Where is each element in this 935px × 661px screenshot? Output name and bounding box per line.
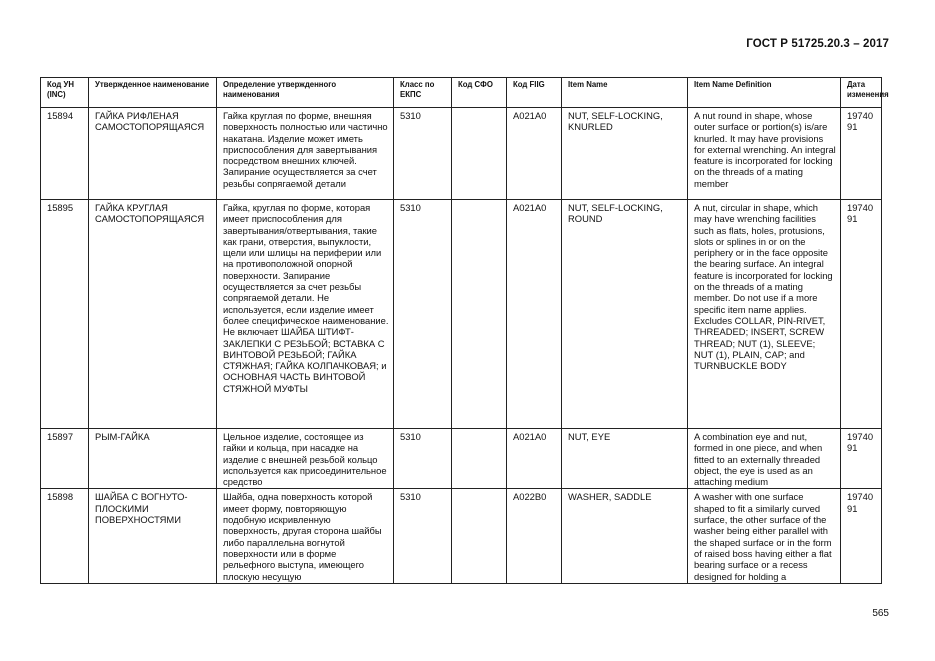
cell-fiig: A021A0 xyxy=(507,108,562,200)
cell-date: 1974091 xyxy=(841,429,882,489)
cell-sfo xyxy=(452,200,507,429)
column-header-inc: Код УН (INC) xyxy=(41,78,89,108)
cell-fiig: A021A0 xyxy=(507,429,562,489)
document-header: ГОСТ Р 51725.20.3 – 2017 xyxy=(746,38,889,50)
column-header-item-definition: Item Name Definition xyxy=(688,78,841,108)
column-header-item-name: Item Name xyxy=(562,78,688,108)
table-row xyxy=(41,429,882,489)
column-header-definition-ru: Определение утвержденного наименования xyxy=(217,78,394,108)
table-row xyxy=(41,108,882,200)
cell-class: 5310 xyxy=(394,200,452,429)
cell-name-ru: РЫМ-ГАЙКА xyxy=(89,429,217,489)
cell-inc: 15894 xyxy=(41,108,89,200)
column-header-sfo: Код СФО xyxy=(452,78,507,108)
cell-sfo xyxy=(452,108,507,200)
cell-item-name: NUT, SELF-LOCKING, KNURLED xyxy=(562,108,688,200)
cell-item-definition: A nut, circular in shape, which may have wrenching facilities such as flats, holes, protusions, slots or splines in or on the periphery or in the face opposite the bearing surface. An integral feature is incorporated for locking on the threads of a mating member. Do not use if a more specific item name applies. Excludes COLLAR, PIN-RIVET, THREADED; INSERT, SCREW THREAD; NUT (1), SLEEVE; NUT (1), PLAIN, CAP; and TURNBUCKLE BODY xyxy=(688,200,841,429)
cell-name-ru: ГАЙКА КРУГЛАЯ САМОСТОПОРЯЩАЯСЯ xyxy=(89,200,217,429)
item-names-table xyxy=(40,77,889,584)
column-header-date: Дата изменения xyxy=(841,78,882,108)
cell-sfo xyxy=(452,429,507,489)
cell-class: 5310 xyxy=(394,108,452,200)
cell-inc: 15898 xyxy=(41,489,89,583)
column-header-name-ru: Утвержденное наименование xyxy=(89,78,217,108)
cell-fiig: A022B0 xyxy=(507,489,562,583)
cell-definition-ru: Цельное изделие, состоящее из гайки и кольца, при насадке на изделие с внешней резьбой кольцо используется как присоединительное средство xyxy=(217,429,394,489)
cell-item-name: WASHER, SADDLE xyxy=(562,489,688,583)
cell-item-definition: A nut round in shape, whose outer surface or portion(s) is/are knurled. It may have provisions for external wrenching. An integral feature is incorporated for locking on the threads of a mating member xyxy=(688,108,841,200)
cell-name-ru: ГАЙКА РИФЛЕНАЯ САМОСТОПОРЯЩАЯСЯ xyxy=(89,108,217,200)
cell-item-name: NUT, SELF-LOCKING, ROUND xyxy=(562,200,688,429)
table-row xyxy=(41,489,882,583)
cell-class: 5310 xyxy=(394,489,452,583)
cell-item-definition: A washer with one surface shaped to fit a similarly curved surface, the other surface of the washer being either parallel with the shaped surface or in the form of raised boss having either a flat bearing surface or a recess designed for holding a xyxy=(688,489,841,583)
cell-definition-ru: Шайба, одна поверхность которой имеет форму, повторяющую подобную искривленную поверхность, другая сторона шайбы либо параллельна вогнутой поверхности или в форме рельефного выступа, имеющего плоскую несущую xyxy=(217,489,394,583)
cell-definition-ru: Гайка круглая по форме, внешняя поверхность полностью или частично накатана. Изделие может иметь приспособления для завертывания посредством внешних ключей. Запирание осуществляется за счет резьбы сопрягаемой детали xyxy=(217,108,394,200)
cell-sfo xyxy=(452,489,507,583)
cell-date: 1974091 xyxy=(841,489,882,583)
cell-fiig: A021A0 xyxy=(507,200,562,429)
cell-inc: 15897 xyxy=(41,429,89,489)
table-row xyxy=(41,200,882,429)
cell-definition-ru: Гайка, круглая по форме, которая имеет приспособления для завертывания/отвертывания, такие как грани, отверстия, выпуклости, щели или шлицы на периферии или на противоположной опорной поверхности. Запирание осуществляется за счет резьбы сопрягаемой детали. Не используется, если изделие имеет более специфическое наименование. Не включает ШАЙБА ШТИФТ-ЗАКЛЕПКИ С РЕЗЬБОЙ; ВСТАВКА С ВИНТОВОЙ РЕЗЬБОЙ; ГАЙКА СТЯЖНАЯ; ГАЙКА КОЛПАЧКОВАЯ; и ОСНОВНАЯ ЧАСТЬ ВИНТОВОЙ СТЯЖНОЙ МУФТЫ xyxy=(217,200,394,429)
page-number: 565 xyxy=(872,608,889,619)
cell-date: 1974091 xyxy=(841,108,882,200)
cell-date: 1974091 xyxy=(841,200,882,429)
cell-item-name: NUT, EYE xyxy=(562,429,688,489)
cell-name-ru: ШАЙБА С ВОГНУТО-ПЛОСКИМИ ПОВЕРХНОСТЯМИ xyxy=(89,489,217,583)
column-header-class: Класс по ЕКПС xyxy=(394,78,452,108)
cell-inc: 15895 xyxy=(41,200,89,429)
column-header-fiig: Код FIIG xyxy=(507,78,562,108)
cell-class: 5310 xyxy=(394,429,452,489)
table-header-row xyxy=(41,78,882,108)
cell-item-definition: A combination eye and nut, formed in one piece, and when fitted to an externally threaded object, the eye is used as an attaching medium xyxy=(688,429,841,489)
